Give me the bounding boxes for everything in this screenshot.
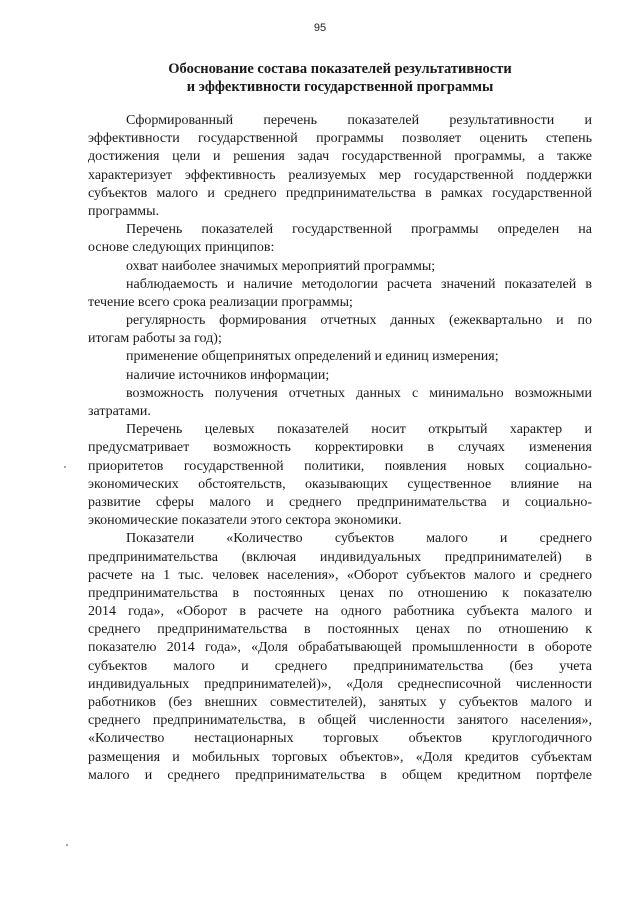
text-line: охват наиболее значимых мероприятий программы; (126, 258, 436, 274)
text-line: «Количество нестационарных торговых объектов круглогодичного (88, 731, 592, 747)
text-line: показателю 2014 года», «Доля обрабатывающей промышленности в обороте (88, 640, 592, 656)
text-line: Сформированный перечень показателей результативности и (126, 113, 592, 128)
text-line: экономических обстоятельств, оказывающих существенное влияние на (88, 476, 592, 492)
text-line: эффективности государственной программы позволяет оценить степень (88, 131, 592, 147)
text-line: наблюдаемость и наличие методологии расчета значений показателей в (126, 276, 592, 292)
text-line: возможность получения отчетных данных с минимально возможными (126, 385, 592, 401)
text-line: размещения и мобильных торговых объектов», «Доля кредитов субъектам (88, 749, 592, 765)
text-line: итогам работы за год); (88, 331, 222, 347)
section-title-line-2: и эффективности государственной программы (186, 79, 494, 95)
text-line: Показатели «Количество субъектов малого и среднего (126, 531, 592, 547)
page-number: 95 (313, 22, 327, 34)
section-title-line-1: Обоснование состава показателей результативности (168, 61, 512, 77)
text-line: среднего предпринимательства в постоянных ценах по отношению к (88, 622, 592, 638)
text-line: субъектов малого и среднего предпринимательства (без учета (88, 658, 592, 674)
text-line: 2014 года», «Оборот в расчете на одного работника субъекта малого и (88, 604, 592, 620)
text-line: программы. (88, 203, 160, 219)
body-text (88, 112, 592, 785)
text-line: экономические показатели этого сектора экономики. (88, 513, 402, 529)
text-line: субъектов малого и среднего предпринимательства в рамках государственной (88, 185, 592, 201)
text-line: приоритетов государственной политики, появления новых социально- (88, 458, 592, 474)
text-line: наличие источников информации; (126, 367, 330, 383)
text-line: малого и среднего предпринимательства в общем кредитном портфеле (88, 767, 592, 783)
text-line: течение всего срока реализации программы; (88, 294, 353, 310)
text-line: достижения цели и решения задач государственной программы, а также (88, 149, 592, 165)
text-line: среднего предпринимательства, в общей численности занятого населения», (88, 713, 592, 729)
text-line: регулярность формирования отчетных данных (ежеквартально и по (126, 313, 592, 329)
text-line: основе следующих принципов: (88, 240, 275, 256)
text-line: характеризует эффективность реализуемых мер государственной поддержки (88, 167, 592, 183)
section-title (90, 60, 590, 96)
text-line: применение общепринятых определений и единиц измерения; (126, 349, 499, 365)
scan-speck (66, 844, 68, 846)
text-line: индивидуальных предпринимателей)», «Доля среднесписочной численности (88, 676, 592, 692)
text-line: Перечень целевых показателей носит открытый характер и (126, 422, 592, 438)
text-line: предпринимательства (включая индивидуальных предпринимателей) в (88, 549, 592, 565)
scan-speck (64, 466, 66, 468)
text-line: Перечень показателей государственной программы определен на (126, 222, 592, 238)
text-line: развитие сферы малого и среднего предпринимательства и социально- (88, 494, 592, 510)
text-line: затратами. (88, 404, 151, 419)
text-line: работников (без внешних совместителей), занятых у субъектов малого и (88, 695, 592, 710)
text-line: расчете на 1 тыс. человек населения», «Оборот субъектов малого и среднего (88, 567, 592, 583)
text-line: предпринимательства в постоянных ценах по отношению к показателю (88, 585, 592, 601)
text-line: предусматривает возможность корректировки в случаях изменения (88, 440, 592, 456)
